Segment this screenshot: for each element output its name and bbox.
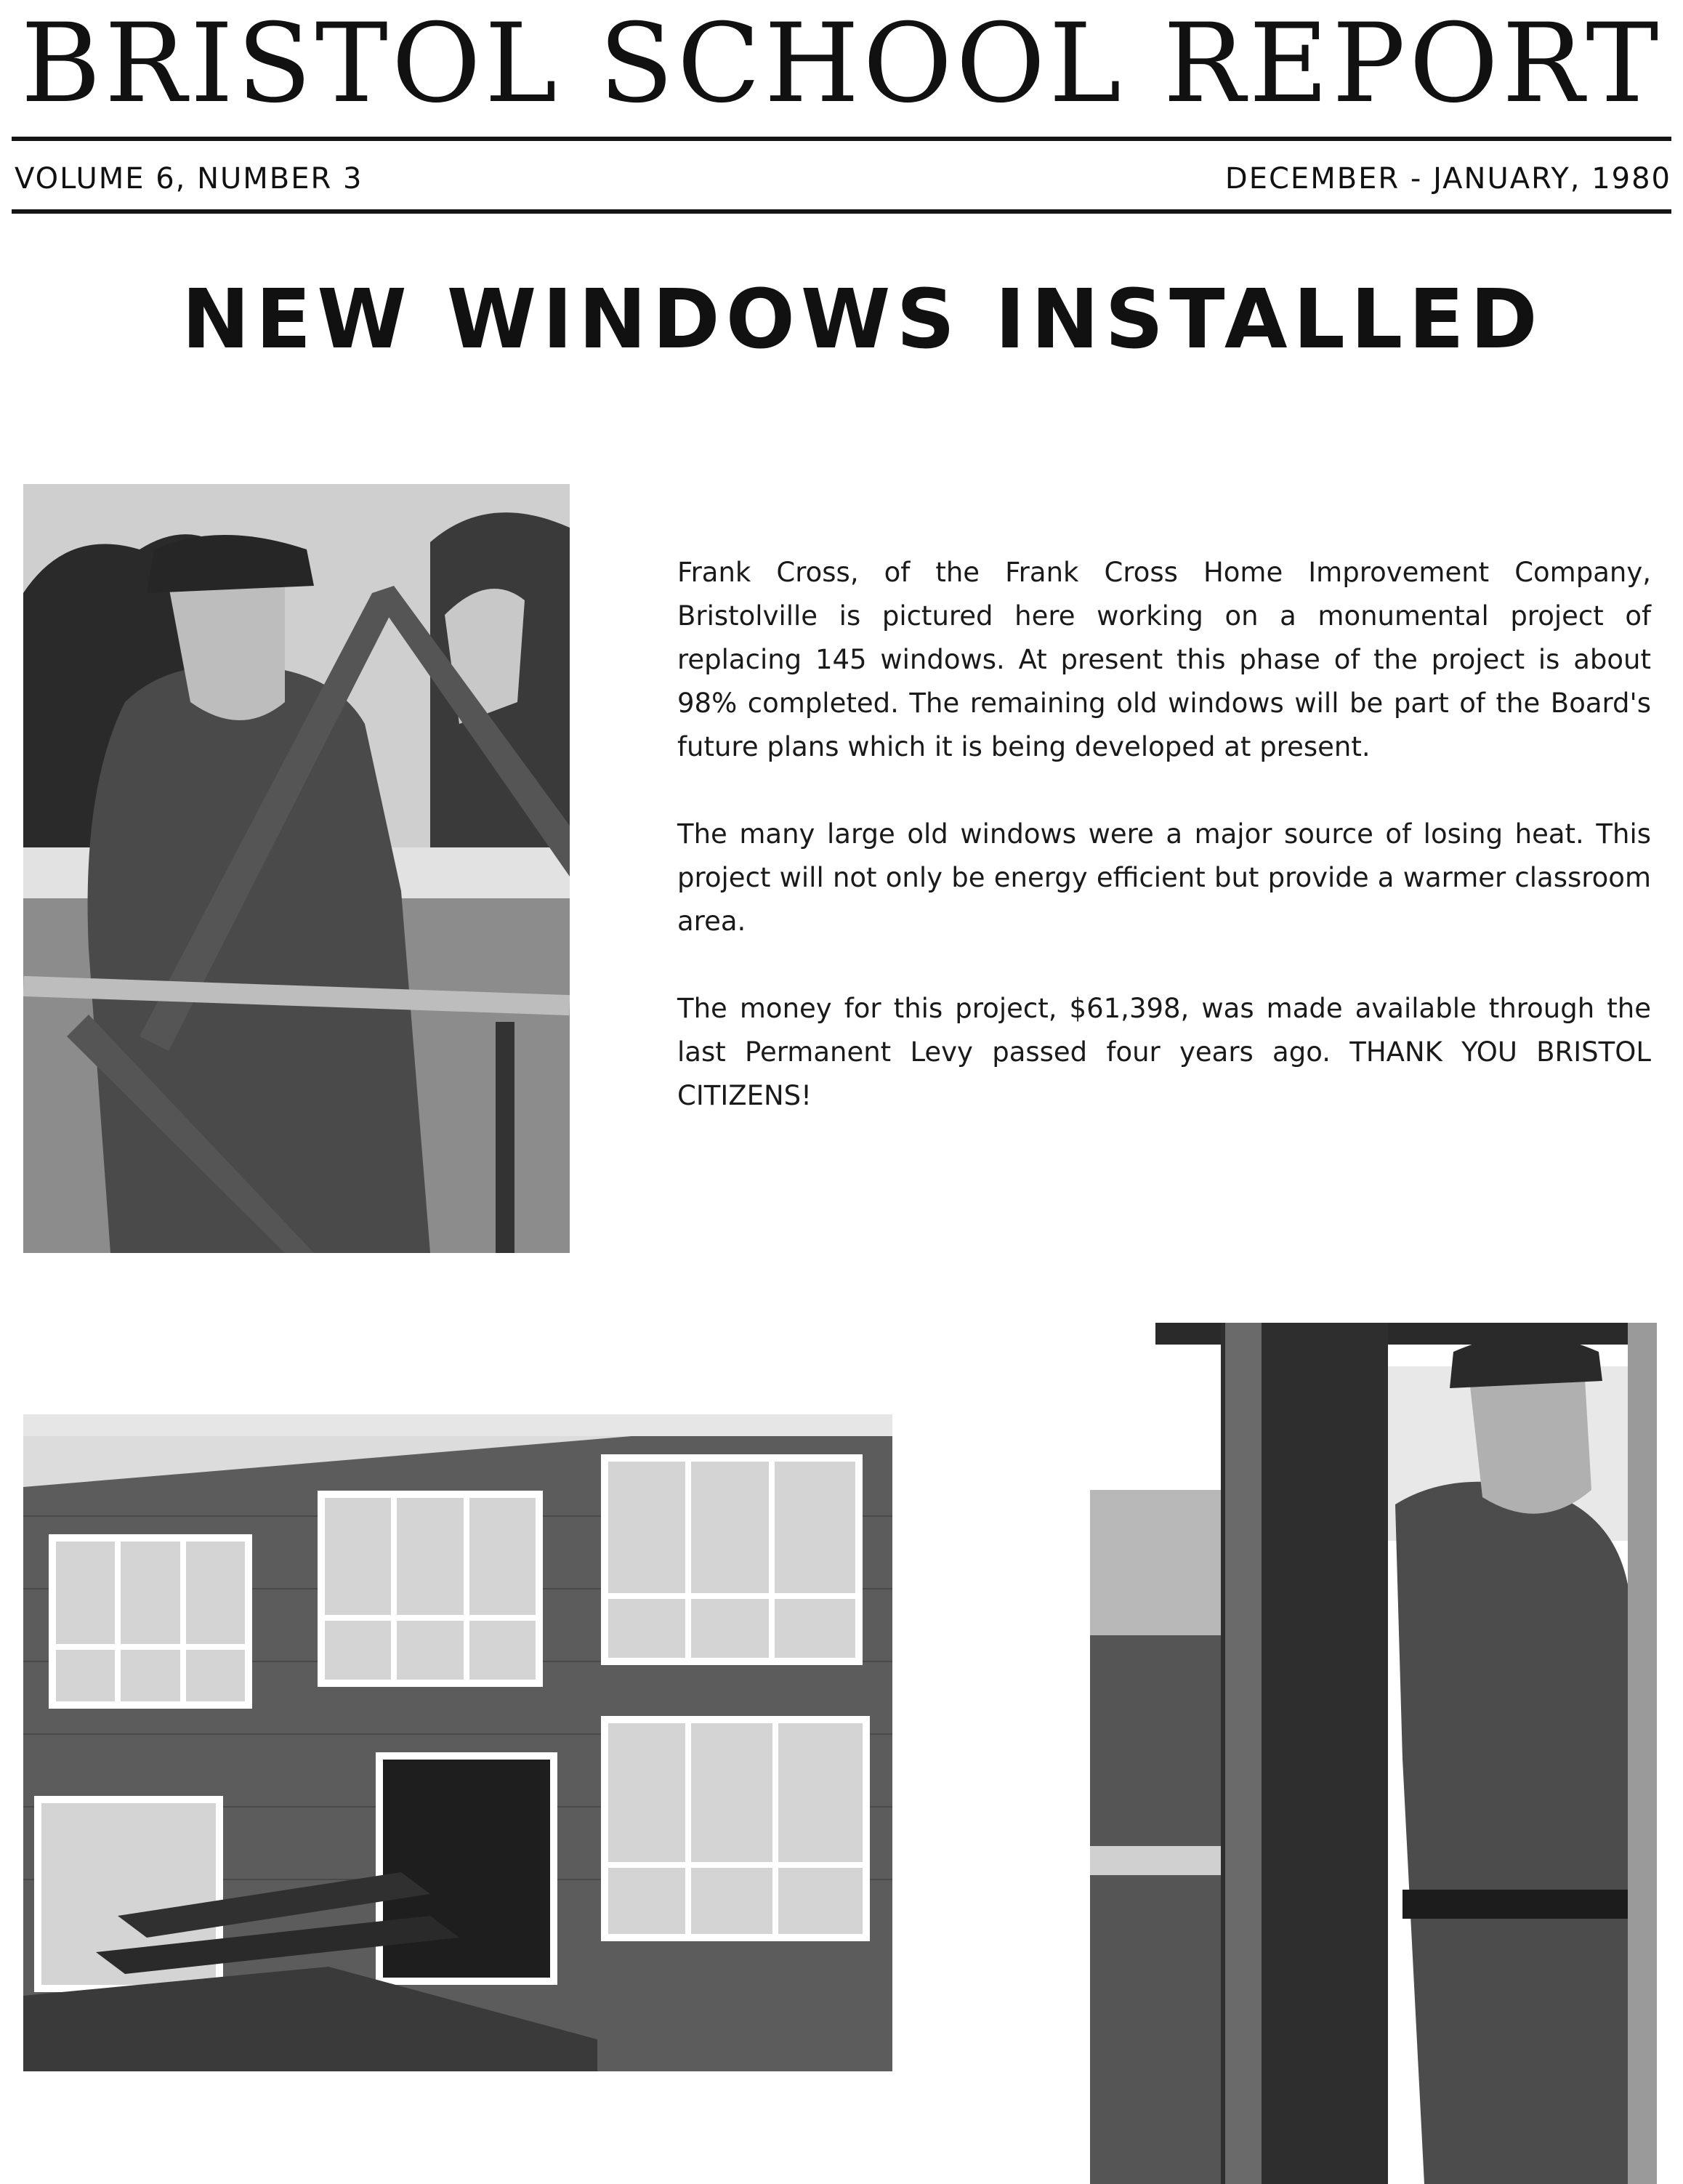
photo-man-carrying-window [23,484,570,1253]
newsletter-title: BRISTOL SCHOOL REPORT [20,1,1663,127]
article-paragraph: Frank Cross, of the Frank Cross Home Improvement Company, Bristolville is pictured here working on a monumental project of replacing 145 windows. At present this phase of the project is about 98% completed. The remaining old windows will be part of the Board's future plans which it is being developed at present. [677,557,1651,762]
issue-date: DECEMBER - JANUARY, 1980 [1224,162,1671,196]
photo-school-building [23,1414,892,2071]
masthead-bottom-rule [12,209,1671,214]
masthead-top-rule [12,137,1671,141]
volume-number: VOLUME 6, NUMBER 3 [15,162,363,196]
article-paragraph: The money for this project, $61,398, was made available through the last Permanent Levy passed four years ago. THANK YOU BRISTOL CITIZENS! [677,993,1651,1111]
photo-man-fitting-window [1090,1323,1657,2184]
article-body [677,551,1651,1161]
article-headline: NEW WINDOWS INSTALLED [182,273,1543,367]
article-paragraph: The many large old windows were a major source of losing heat. This project will not only be energy efficient but provide a warmer classroom area. [677,818,1651,937]
